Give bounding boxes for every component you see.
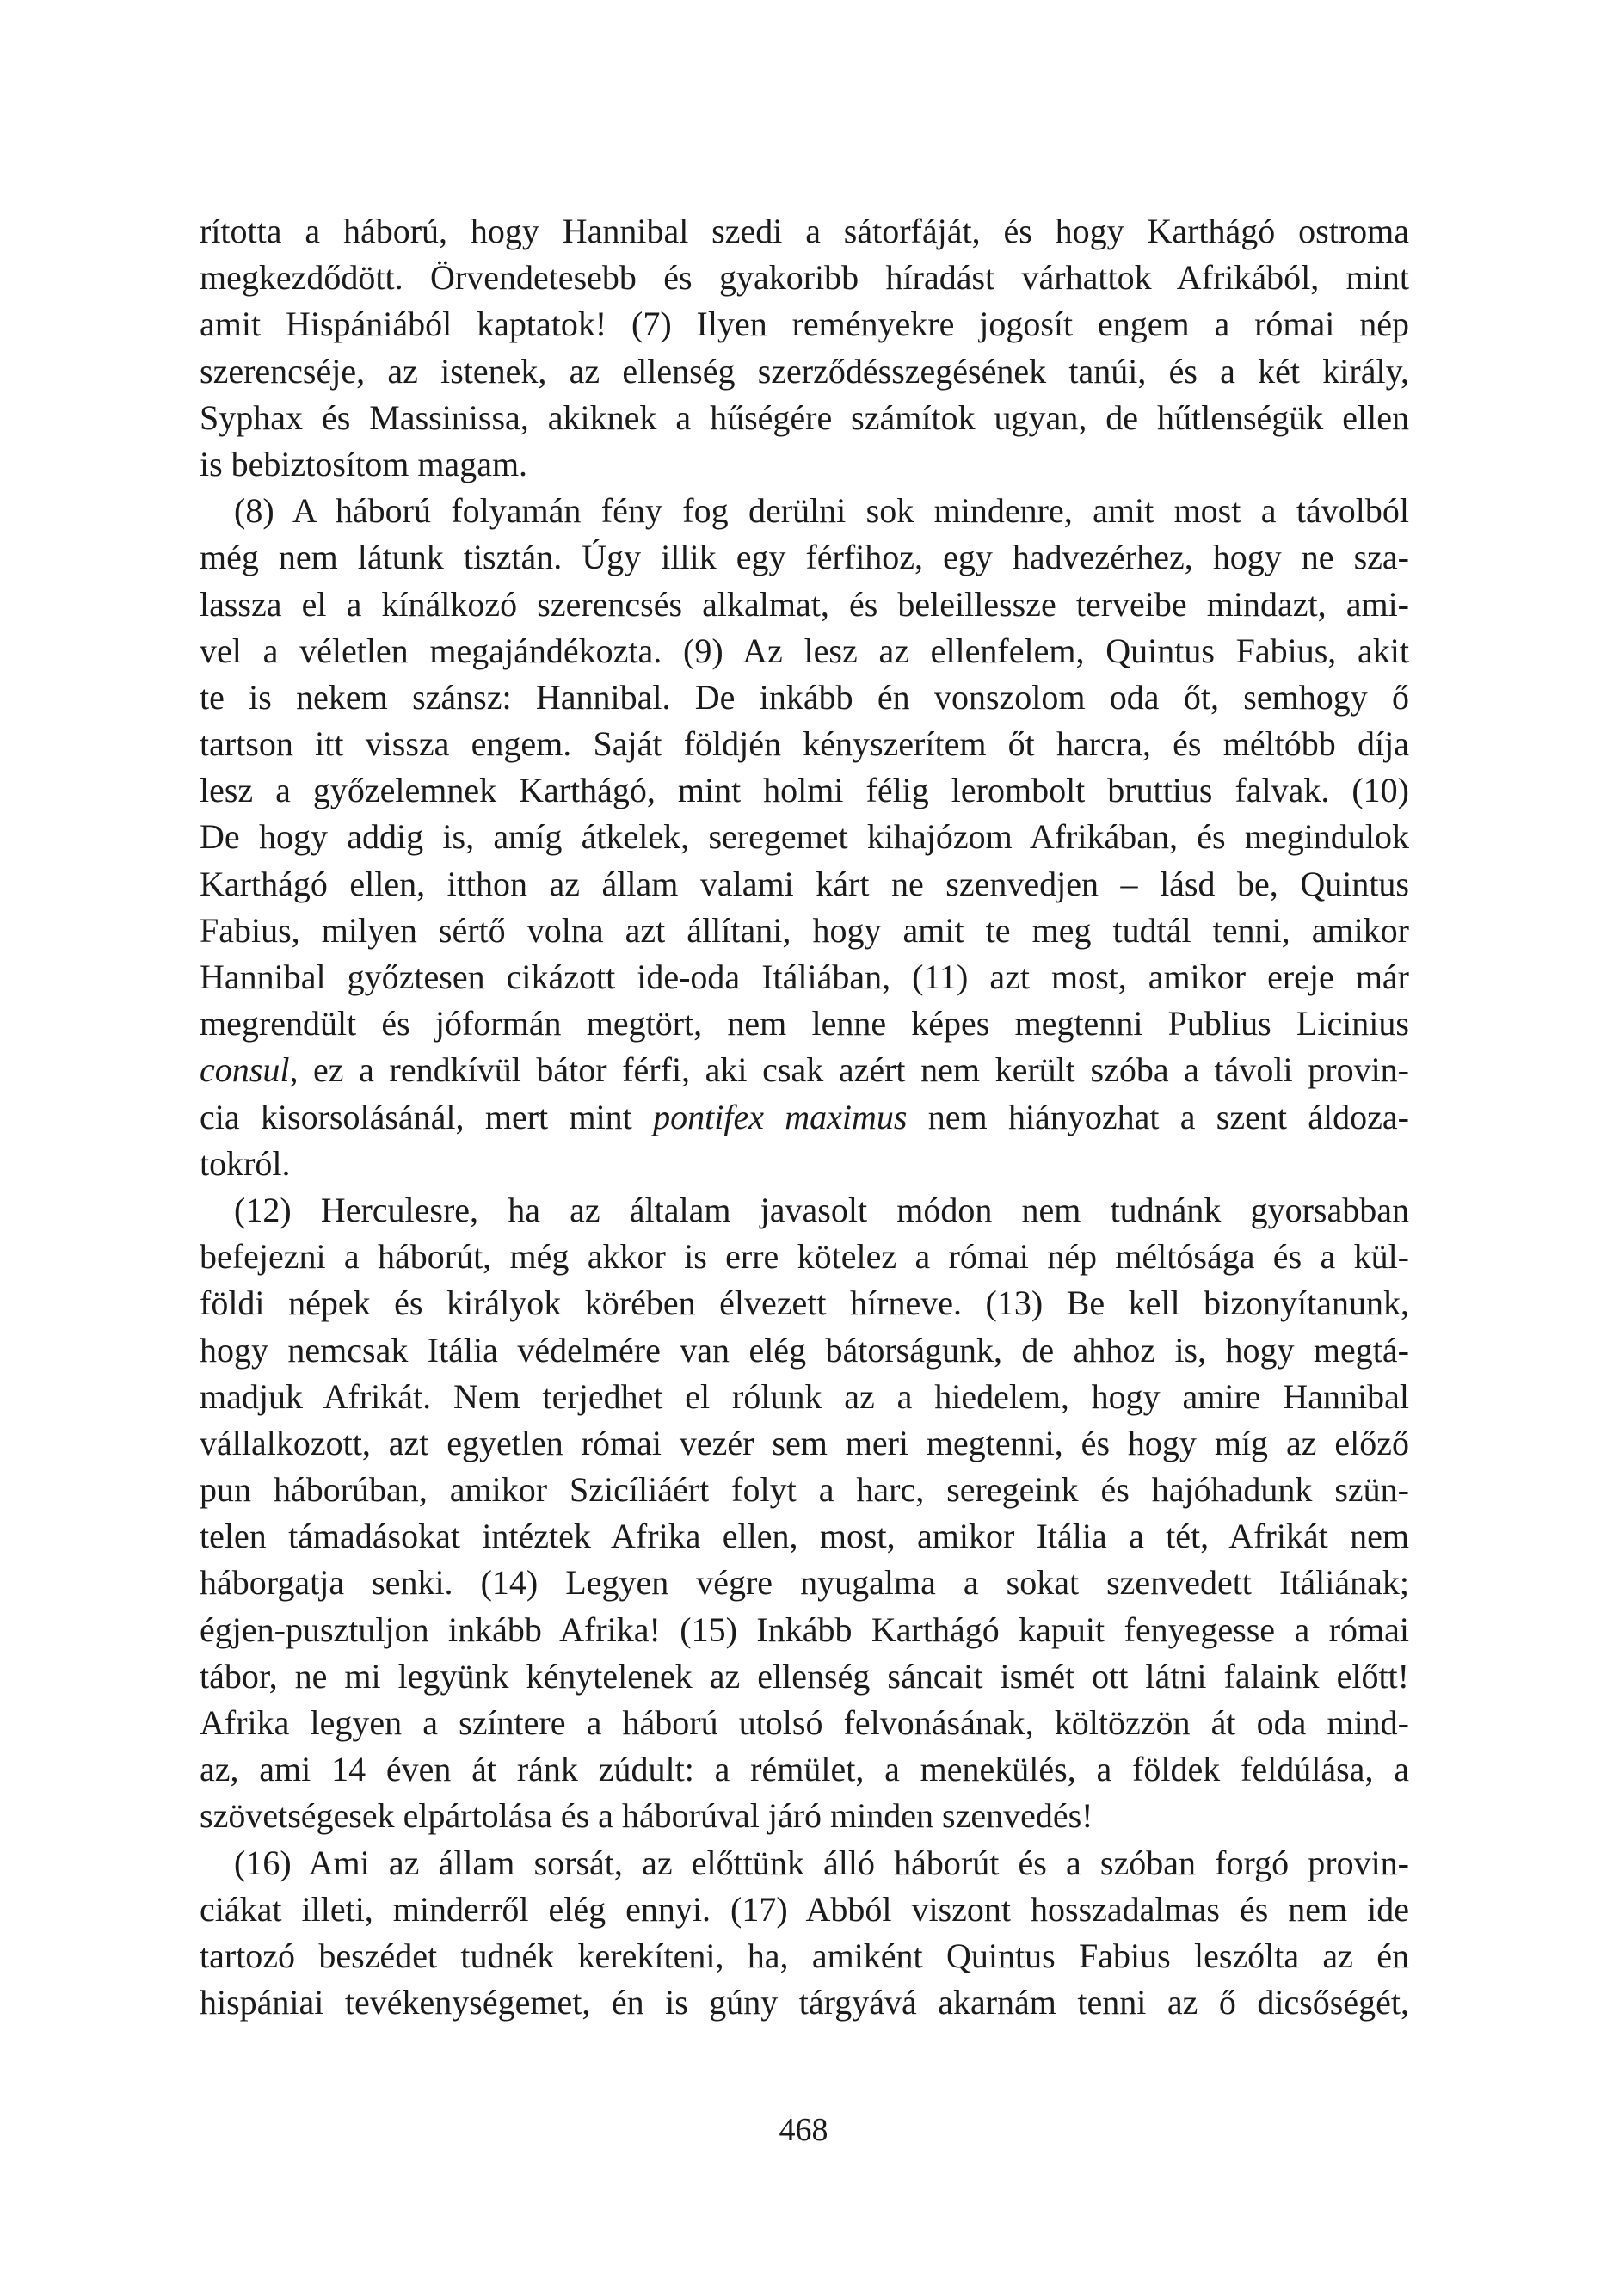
text-span: tábor, ne mi legyünk kénytelenek az ellenség sáncait ismét ott látni falaink előtt! — [200, 1656, 1409, 1696]
text-span: De hogy addig is, amíg átkelek, seregemet kihajózom Afrikában, és megindulok — [200, 817, 1409, 857]
body-text — [200, 208, 1409, 2026]
text-span: égjen-pusztuljon inkább Afrika! (15) Inkább Karthágó kapuit fenyegesse a római — [200, 1610, 1409, 1649]
text-span: szövetségesek elpártolása és a háborúval járó minden szenvedés! — [200, 1796, 1093, 1836]
text-span: Afrika legyen a színtere a háború utolsó felvonásának, költözzön át oda mind- — [200, 1703, 1409, 1742]
text-line — [200, 1234, 1409, 1280]
text-line — [200, 1420, 1409, 1467]
text-line — [200, 208, 1409, 255]
text-span: ciákat illeti, minderről elég ennyi. (17) Abból viszont hosszadalmas és nem ide — [200, 1889, 1409, 1929]
text-line — [200, 1327, 1409, 1374]
text-line — [200, 1094, 1409, 1141]
text-span: lesz a győzelemnek Karthágó, mint holmi félig lerombolt bruttius falvak. (10) — [200, 771, 1409, 810]
text-span: nem hiányozhat a szent áldoza- — [907, 1097, 1409, 1136]
text-line — [200, 628, 1409, 674]
text-line — [200, 582, 1409, 628]
text-span: Hannibal győztesen cikázott ide-oda Itáliában, (11) azt most, amikor ereje már — [200, 957, 1409, 996]
text-line — [200, 1793, 1409, 1839]
text-line — [200, 1374, 1409, 1420]
text-line — [200, 861, 1409, 908]
text-span: madjuk Afrikát. Nem terjedhet el rólunk az a hiedelem, hogy amire Hannibal — [200, 1376, 1409, 1416]
text-line — [200, 1513, 1409, 1560]
text-line — [200, 1560, 1409, 1606]
text-span: telen támadásokat intéztek Afrika ellen, most, amikor Itália a tét, Afrikát nem — [200, 1517, 1409, 1556]
text-span: , ez a rendkívül bátor férfi, aki csak azért nem került szóba a távoli provin- — [289, 1050, 1409, 1090]
text-span: vállalkozott, azt egyetlen római vezér sem meri megtenni, és hogy míg az előző — [200, 1423, 1409, 1462]
text-span: Syphax és Massinissa, akiknek a hűségére számítok ugyan, de hűtlenségük ellen — [200, 397, 1409, 437]
text-span: rította a háború, hogy Hannibal szedi a sátorfáját, és hogy Karthágó ostroma — [200, 212, 1409, 250]
text-line — [200, 1280, 1409, 1327]
text-line — [200, 1653, 1409, 1700]
text-span: hogy nemcsak Itália védelmére van elég bátorságunk, de ahhoz is, hogy megtá- — [200, 1330, 1409, 1370]
text-line — [200, 534, 1409, 581]
text-span: földi népek és királyok körében élvezett hírneve. (13) Be kell bizonyítanunk, — [200, 1283, 1409, 1323]
text-span: háborgatja senki. (14) Legyen végre nyugalma a sokat szenvedett Itáliának; — [200, 1563, 1409, 1603]
text-span: vel a véletlen megajándékozta. (9) Az lesz az ellenfelem, Quintus Fabius, akit — [200, 631, 1409, 670]
text-line — [200, 1607, 1409, 1653]
text-line — [200, 908, 1409, 954]
text-line — [200, 1000, 1409, 1047]
text-span: tartozó beszédet tudnék kerekíteni, ha, amiként Quintus Fabius leszólta az én — [200, 1936, 1409, 1975]
text-span: Karthágó ellen, itthon az állam valami kárt ne szenvedjen – lásd be, Quintus — [200, 864, 1409, 903]
text-line — [200, 674, 1409, 721]
text-line — [200, 1933, 1409, 1979]
text-line — [200, 1141, 1409, 1187]
text-span: befejezni a háborút, még akkor is erre kötelez a római nép méltósága és a kül- — [200, 1237, 1409, 1277]
text-line — [200, 1187, 1409, 1234]
text-span: (8) A háború folyamán fény fog derülni sok mindenre, amit most a távolból — [234, 491, 1409, 531]
text-span: megkezdődött. Örvendetesebb és gyakoribb híradást várhattok Afrikából, mint — [200, 258, 1409, 298]
text-span: te is nekem szánsz: Hannibal. De inkább én vonszolom oda őt, semhogy ő — [200, 677, 1409, 717]
text-line — [200, 1887, 1409, 1933]
text-span: az, ami 14 éven át ránk zúdult: a rémület, a menekülés, a földek feldúlása, a — [200, 1750, 1409, 1789]
text-span: amit Hispániából kaptatok! (7) Ilyen reményekre jogosít engem a római nép — [200, 305, 1409, 344]
text-line — [200, 488, 1409, 534]
text-line — [200, 1467, 1409, 1513]
italic-text: pontifex maximus — [653, 1097, 908, 1136]
text-span: még nem látunk tisztán. Úgy illik egy férfihoz, egy hadvezérhez, hogy ne sza- — [200, 538, 1409, 577]
page-number: 468 — [779, 2112, 828, 2148]
text-line — [200, 395, 1409, 441]
text-line — [200, 441, 1409, 488]
text-span: is bebiztosítom magam. — [200, 444, 528, 483]
text-span: hispániai tevékenységemet, én is gúny tárgyává akarnám tenni az ő dicsőségét, — [200, 1983, 1409, 2022]
text-span: tokról. — [200, 1143, 291, 1183]
text-line — [200, 1700, 1409, 1746]
text-span: cia kisorsolásánál, mert mint — [200, 1097, 654, 1136]
text-line — [200, 1840, 1409, 1887]
text-span: szerencséje, az istenek, az ellenség szerződésszegésének tanúi, és a két király, — [200, 351, 1409, 391]
text-span: (12) Herculesre, ha az általam javasolt módon nem tudnánk gyorsabban — [234, 1190, 1409, 1229]
text-span: Fabius, milyen sértő volna azt állítani, hogy amit te meg tudtál tenni, amikor — [200, 910, 1409, 950]
italic-text: consul — [200, 1050, 290, 1090]
text-line — [200, 767, 1409, 814]
text-span: lassza el a kínálkozó szerencsés alkalmat, és beleillessze terveibe mindazt, ami- — [200, 584, 1409, 624]
text-line — [200, 954, 1409, 1000]
text-line — [200, 301, 1409, 348]
text-line — [200, 1047, 1409, 1093]
text-line — [200, 1746, 1409, 1793]
text-span: (16) Ami az állam sorsát, az előttünk álló háborút és a szóban forgó provin- — [234, 1843, 1409, 1882]
text-span: pun háborúban, amikor Szicíliáért folyt a harc, seregeink és hajóhadunk szün- — [200, 1470, 1409, 1510]
text-line — [200, 814, 1409, 860]
text-span: tartson itt vissza engem. Saját földjén kényszerítem őt harcra, és méltóbb díja — [200, 724, 1409, 764]
text-span: megrendült és jóformán megtört, nem lenne képes megtenni Publius Licinius — [200, 1004, 1409, 1043]
text-line — [200, 348, 1409, 395]
text-line — [200, 1979, 1409, 2026]
text-line — [200, 255, 1409, 301]
text-line — [200, 721, 1409, 767]
